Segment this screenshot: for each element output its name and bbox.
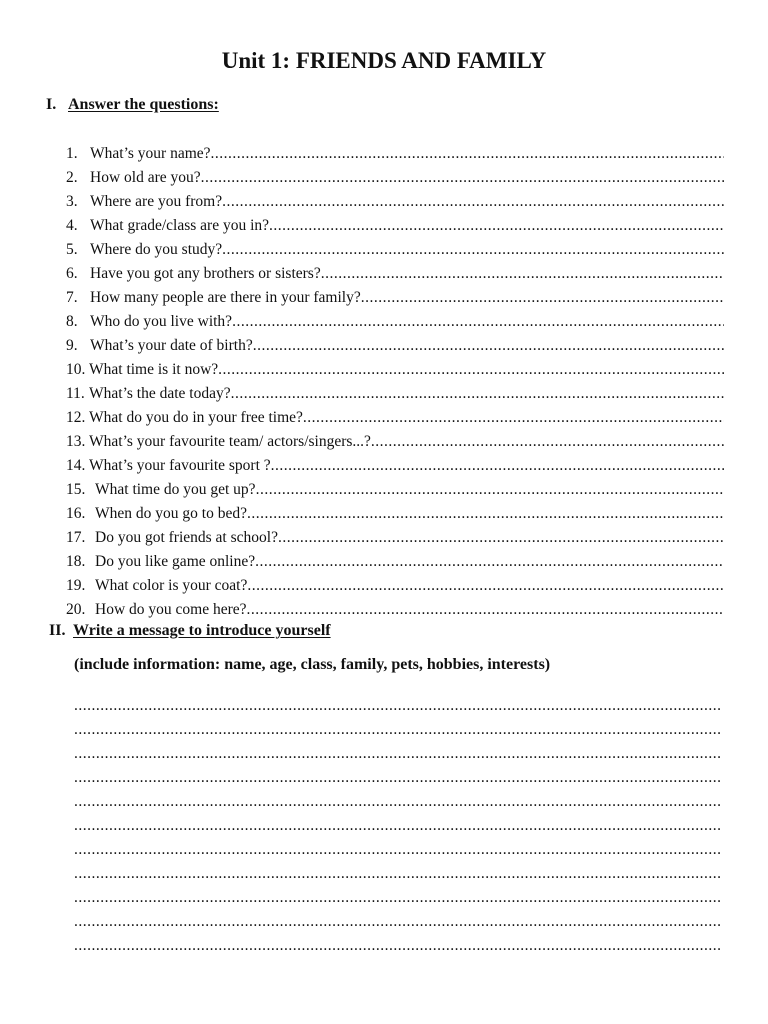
question-text: Who do you live with? xyxy=(90,313,233,330)
question-number: 14. xyxy=(66,457,86,474)
question-item xyxy=(66,430,724,454)
answer-line[interactable] xyxy=(74,838,720,862)
answer-blank[interactable] xyxy=(303,406,724,430)
question-number: 13. xyxy=(66,433,86,450)
section-2-heading xyxy=(49,622,331,640)
question-item xyxy=(66,214,724,238)
question-number: 6. xyxy=(66,265,78,282)
answer-line[interactable] xyxy=(74,742,720,766)
question-number: 15. xyxy=(66,481,86,498)
question-number: 3. xyxy=(66,193,78,210)
question-item xyxy=(66,262,724,286)
question-text: Where do you study? xyxy=(90,241,223,258)
answer-line[interactable] xyxy=(74,790,720,814)
answer-blank[interactable] xyxy=(253,334,724,358)
answer-blank[interactable] xyxy=(361,286,724,310)
answer-blank[interactable] xyxy=(256,478,724,502)
question-number: 18. xyxy=(66,553,86,570)
section-1-heading xyxy=(46,96,219,114)
question-text: What color is your coat? xyxy=(95,577,248,594)
question-item xyxy=(66,190,724,214)
answer-line[interactable] xyxy=(74,934,720,958)
page-title: Unit 1: FRIENDS AND FAMILY xyxy=(221,48,547,73)
answer-blank[interactable] xyxy=(321,262,724,286)
answer-blank[interactable] xyxy=(271,454,724,478)
question-text: How old are you? xyxy=(90,169,201,186)
answer-blank[interactable] xyxy=(278,526,724,550)
answer-line[interactable] xyxy=(74,814,720,838)
question-item xyxy=(66,478,724,502)
section-1-title: Answer the questions: xyxy=(68,96,219,113)
answer-blank[interactable] xyxy=(247,574,724,598)
answer-blank[interactable] xyxy=(232,310,724,334)
question-number: 1. xyxy=(66,145,78,162)
question-item xyxy=(66,334,724,358)
question-text: Have you got any brothers or sisters? xyxy=(90,265,321,282)
question-item xyxy=(66,358,724,382)
question-text: What do you do in your free time? xyxy=(89,409,303,426)
question-number: 20. xyxy=(66,601,86,618)
question-item xyxy=(66,382,724,406)
question-text: How many people are there in your family? xyxy=(90,289,361,306)
question-item xyxy=(66,406,724,430)
question-number: 5. xyxy=(66,241,78,258)
section-1-number: I. xyxy=(46,96,57,113)
answer-line[interactable] xyxy=(74,718,720,742)
question-number: 8. xyxy=(66,313,78,330)
answer-blank[interactable] xyxy=(255,550,724,574)
question-number: 9. xyxy=(66,337,78,354)
question-item xyxy=(66,238,724,262)
question-number: 16. xyxy=(66,505,86,522)
question-text: What’s your name? xyxy=(90,145,211,162)
question-text: What’s the date today? xyxy=(89,385,231,402)
answer-blank[interactable] xyxy=(211,142,724,166)
question-number: 12. xyxy=(66,409,86,426)
question-number: 7. xyxy=(66,289,78,306)
question-item xyxy=(66,550,724,574)
answer-blank[interactable] xyxy=(371,430,724,454)
question-item xyxy=(66,598,724,622)
question-list xyxy=(66,142,724,622)
question-text: What’s your favourite team/ actors/singers...? xyxy=(89,433,371,450)
answer-line[interactable] xyxy=(74,886,720,910)
answer-line[interactable] xyxy=(74,694,720,718)
answer-blank[interactable] xyxy=(222,238,724,262)
answer-blank[interactable] xyxy=(231,382,724,406)
question-number: 11. xyxy=(66,385,85,402)
question-item xyxy=(66,574,724,598)
question-item xyxy=(66,454,724,478)
question-item xyxy=(66,502,724,526)
question-item xyxy=(66,166,724,190)
answer-blank[interactable] xyxy=(222,190,724,214)
question-text: How do you come here? xyxy=(95,601,247,618)
question-text: Do you like game online? xyxy=(95,553,256,570)
question-text: What’s your date of birth? xyxy=(90,337,253,354)
answer-line[interactable] xyxy=(74,766,720,790)
question-number: 10. xyxy=(66,361,86,378)
section-2-number: II. xyxy=(49,622,66,639)
question-item xyxy=(66,286,724,310)
question-text: What’s your favourite sport ? xyxy=(89,457,271,474)
answer-blank[interactable] xyxy=(247,598,724,622)
question-number: 2. xyxy=(66,169,78,186)
answer-blank[interactable] xyxy=(201,166,724,190)
question-text: Do you got friends at school? xyxy=(95,529,278,546)
question-text: Where are you from? xyxy=(90,193,223,210)
question-item xyxy=(66,310,724,334)
question-number: 19. xyxy=(66,577,86,594)
answer-line[interactable] xyxy=(74,862,720,886)
question-text: What grade/class are you in? xyxy=(90,217,270,234)
answer-blank[interactable] xyxy=(269,214,724,238)
answer-blank[interactable] xyxy=(218,358,724,382)
question-item xyxy=(66,526,724,550)
answer-blank[interactable] xyxy=(247,502,724,526)
question-text: What time is it now? xyxy=(89,361,219,378)
question-number: 4. xyxy=(66,217,78,234)
question-text: When do you go to bed? xyxy=(95,505,247,522)
question-item xyxy=(66,142,724,166)
question-text: What time do you get up? xyxy=(95,481,256,498)
section-2-title: Write a message to introduce yourself xyxy=(73,622,331,639)
answer-line[interactable] xyxy=(74,910,720,934)
answer-lines[interactable] xyxy=(74,694,720,958)
question-number: 17. xyxy=(66,529,86,546)
section-2-instructions: (include information: name, age, class, family, pets, hobbies, interests) xyxy=(74,656,551,673)
